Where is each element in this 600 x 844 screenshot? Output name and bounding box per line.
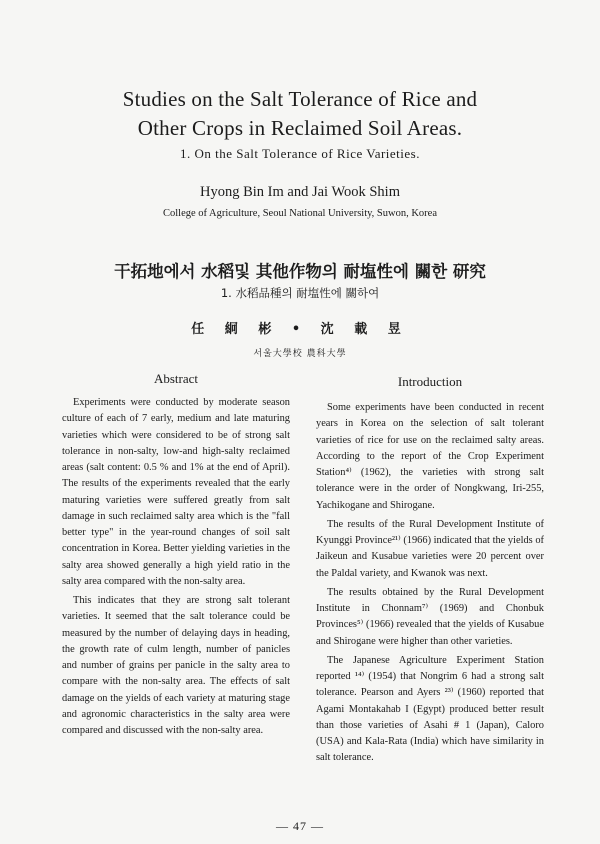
introduction-column [316, 372, 544, 770]
authors: Hyong Bin Im and Jai Wook Shim [200, 184, 400, 200]
introduction-paragraph: The results of the Rural Development Institute of Kyunggi Province²¹⁾ (1966) indicated that the yields of Jaikeun and Kusabue varieties were 20 percent over the Paldal variety, and Kwanok was next. [316, 518, 544, 579]
korean-title: 干拓地에서 水稻및 其他作物의 耐塩性에 關한 研究 [114, 262, 486, 281]
introduction-heading: Introduction [397, 374, 463, 389]
subtitle: 1. On the Salt Tolerance of Rice Varieties. [180, 146, 420, 161]
introduction-paragraph: The Japanese Agriculture Experiment Station reported ¹⁴⁾ (1954) that Nongrim 6 had a strong salt tolerance. Pearson and Ayers ²³⁾ (1960) reported that Agami Montakahab I (Egypt) produced better result than those varieties of Asahi # 1 (Japan), Caloro (USA) and Kala-Rata (India) which have similarity in salt tolerance. [316, 654, 544, 764]
abstract-column [62, 372, 290, 742]
title-line-1: Studies on the Salt Tolerance of Rice and [122, 87, 478, 111]
korean-authors: 任 絅 彬 • 沈 載 昱 [191, 322, 409, 337]
abstract-paragraph: This indicates that they are strong salt tolerant varieties. It seemed that the salt tolerance could be measured by the number of delaying days in heading, the growth rate of culm length, number of panicles and number of grains per panicle in the salty area to compare with the non-salty area. The effects of salt damage on the yields of each variety at maturing stage and agronomic characteristics in the salty area were compared and discussed with the non-salty area. [62, 595, 290, 736]
introduction-paragraph: Some experiments have been conducted in recent years in Korea on the selection of salt tolerant varieties of rice for use on the reclaimed salty areas. According to the report of the Crop Experiment Station⁴⁾ (1962), the varieties with strong salt tolerance were in the order of Nongkwang, Iri-255, Yachikogane and Shirogane. [316, 402, 544, 511]
korean-affiliation: 서울大學校 農科大學 [253, 349, 347, 359]
abstract-paragraph: Experiments were conducted by moderate season culture of each of 7 early, medium and late maturing varieties which were considered to be of strong salt tolerance in non-salty, low-and high-salty reclaimed areas (salt content: 0.5 % and 1% at the end of April). The results of the experiments revealed that the early maturing varieties were suffered greatly from salt damage in such reclaimed salty area which is the "fall better type" in the year-round changes of soil salt concentration in Korea. Better yielding varieties in the salty area showed generally a high yield ratio in the salty area compared with the non-salty area. [62, 397, 290, 587]
introduction-paragraph: The results obtained by the Rural Development Institute in Chonnam⁷⁾ (1969) and Chonbuk Provinces⁵⁾ (1966) revealed that the yields of Kusabue and Shirogane were higher than other varieties. [316, 586, 544, 647]
page-number: — 47 — [276, 819, 324, 833]
korean-subtitle: 1. 水稻品種의 耐塩性에 關하여 [220, 286, 380, 300]
title-line-2: Other Crops in Reclaimed Soil Areas. [137, 116, 463, 140]
abstract-heading: Abstract [153, 371, 199, 386]
affiliation: College of Agriculture, Seoul National University, Suwon, Korea [162, 208, 437, 219]
